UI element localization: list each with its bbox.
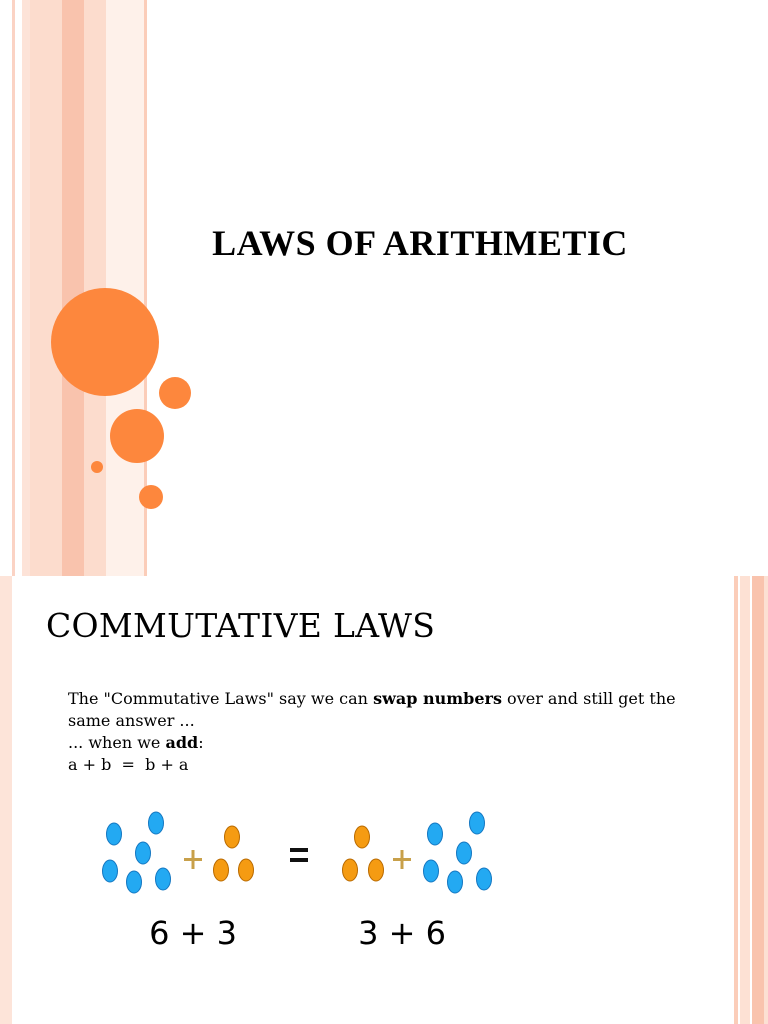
equals-sign — [290, 848, 308, 862]
when-line — [68, 732, 708, 754]
left-expression: 6 + 3 — [149, 914, 237, 952]
decorative-stripe — [12, 0, 15, 576]
text-run: : — [198, 733, 204, 752]
right-expression: 3 + 6 — [358, 914, 446, 952]
decorative-circle-small — [91, 461, 103, 473]
blue-dot — [428, 823, 443, 845]
emphasis-text: add — [165, 733, 199, 752]
orange-dot — [369, 859, 384, 881]
text-run: The "Commutative Laws" say we can — [68, 689, 374, 708]
text-run: ... when we — [68, 733, 166, 752]
blue-dot — [470, 812, 485, 834]
orange-dot — [214, 859, 229, 881]
decorative-stripe — [740, 576, 750, 1024]
slide-title: LAWS OF ARITHMETIC — [212, 223, 628, 263]
blue-dots-right — [424, 812, 492, 893]
text-run: over and still get the same answer ... — [68, 689, 676, 730]
decorative-circle — [139, 485, 163, 509]
decorative-circle-large — [51, 288, 159, 396]
orange-dots-left — [214, 826, 254, 881]
blue-dots-left — [103, 812, 171, 893]
decorative-circle — [110, 409, 164, 463]
explanation-paragraph — [68, 688, 708, 732]
decorative-stripe — [734, 576, 738, 1024]
blue-dot — [103, 860, 118, 882]
decorative-circle — [159, 377, 191, 409]
decorative-stripe — [62, 0, 84, 576]
commutative-illustration — [95, 806, 515, 956]
blue-dot — [448, 871, 463, 893]
commutative-laws-slide — [0, 576, 768, 1024]
orange-dots-right — [343, 826, 384, 881]
formula-line: a + b = b + a — [68, 755, 189, 774]
blue-dot — [149, 812, 164, 834]
blue-dot — [156, 868, 171, 890]
blue-dot — [477, 868, 492, 890]
slide-heading: COMMUTATIVE LAWS — [46, 606, 436, 645]
plus-sign — [184, 850, 202, 869]
decorative-stripe — [0, 576, 12, 1024]
blue-dot — [457, 842, 472, 864]
blue-dot — [136, 842, 151, 864]
decorative-stripe — [22, 0, 30, 576]
orange-dot — [239, 859, 254, 881]
orange-dot — [225, 826, 240, 848]
orange-dot — [355, 826, 370, 848]
plus-sign — [393, 850, 411, 869]
decorative-stripe — [764, 576, 768, 1024]
blue-dot — [107, 823, 122, 845]
orange-dot — [343, 859, 358, 881]
blue-dot — [127, 871, 142, 893]
slide-body — [68, 688, 708, 776]
emphasis-text: swap numbers — [373, 689, 502, 708]
blue-dot — [424, 860, 439, 882]
